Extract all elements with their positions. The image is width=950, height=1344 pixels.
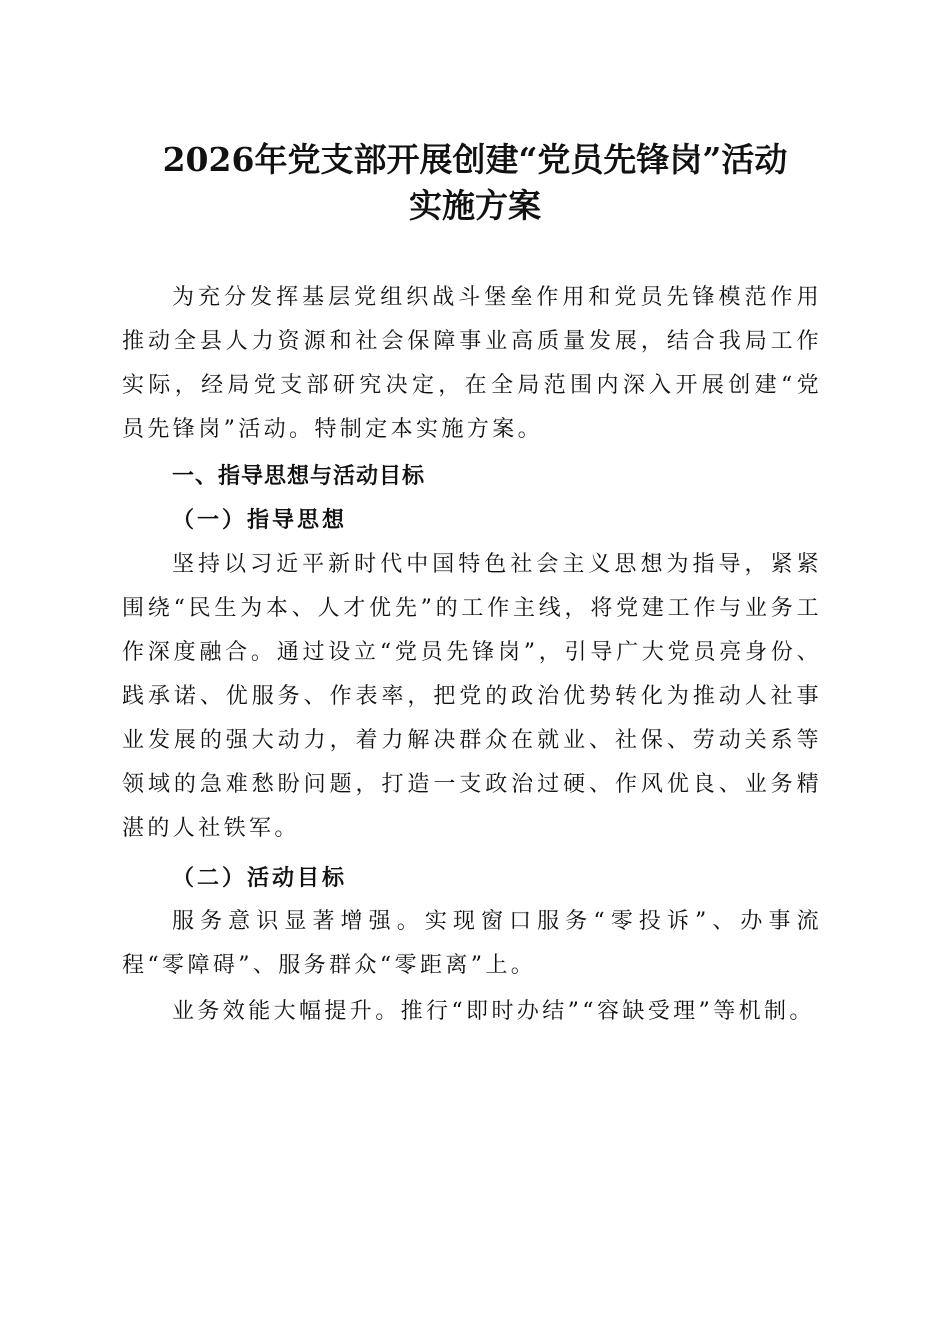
document-title-line2: 实施方案 [409,186,541,225]
goal-service-paragraph: 服务意识显著增强。实现窗口服务“零投诉”、办事流程“零障碍”、服务群众“零距离”上。 [122,909,822,978]
subsection2-heading: （二）活动目标 [172,865,348,891]
guiding-ideology-paragraph: 坚持以习近平新时代中国特色社会主义思想为指导，紧紧围绕“民生为本、人才优先”的工作主线，将党建工作与业务工作深度融合。通过设立“党员先锋岗”，引导广大党员亮身份、践承诺、优服务、作表率，把党的政治优势转化为推动人社事业发展的强大动力，着力解决群众在就业、社保、劳动关系等领域的急难愁盼问题，打造一支政治过硬、作风优良、业务精湛的人社铁军。 [122,552,822,841]
document-title-line1: 2026年党支部开展创建“党员先锋岗”活动 [162,140,788,179]
subsection1-heading: （一）指导思想 [172,507,348,533]
section1-heading: 一、指导思想与活动目标 [172,464,426,489]
intro-paragraph: 为充分发挥基层党组织战斗堡垒作用和党员先锋模范作用推动全县人力资源和社会保障事业高质量发展，结合我局工作实际，经局党支部研究决定，在全局范围内深入开展创建“党员先锋岗”活动。特制定本实施方案。 [122,285,822,442]
goal-efficiency-paragraph: 业务效能大幅提升。推行“即时办结”“容缺受理”等机制。 [172,999,815,1024]
